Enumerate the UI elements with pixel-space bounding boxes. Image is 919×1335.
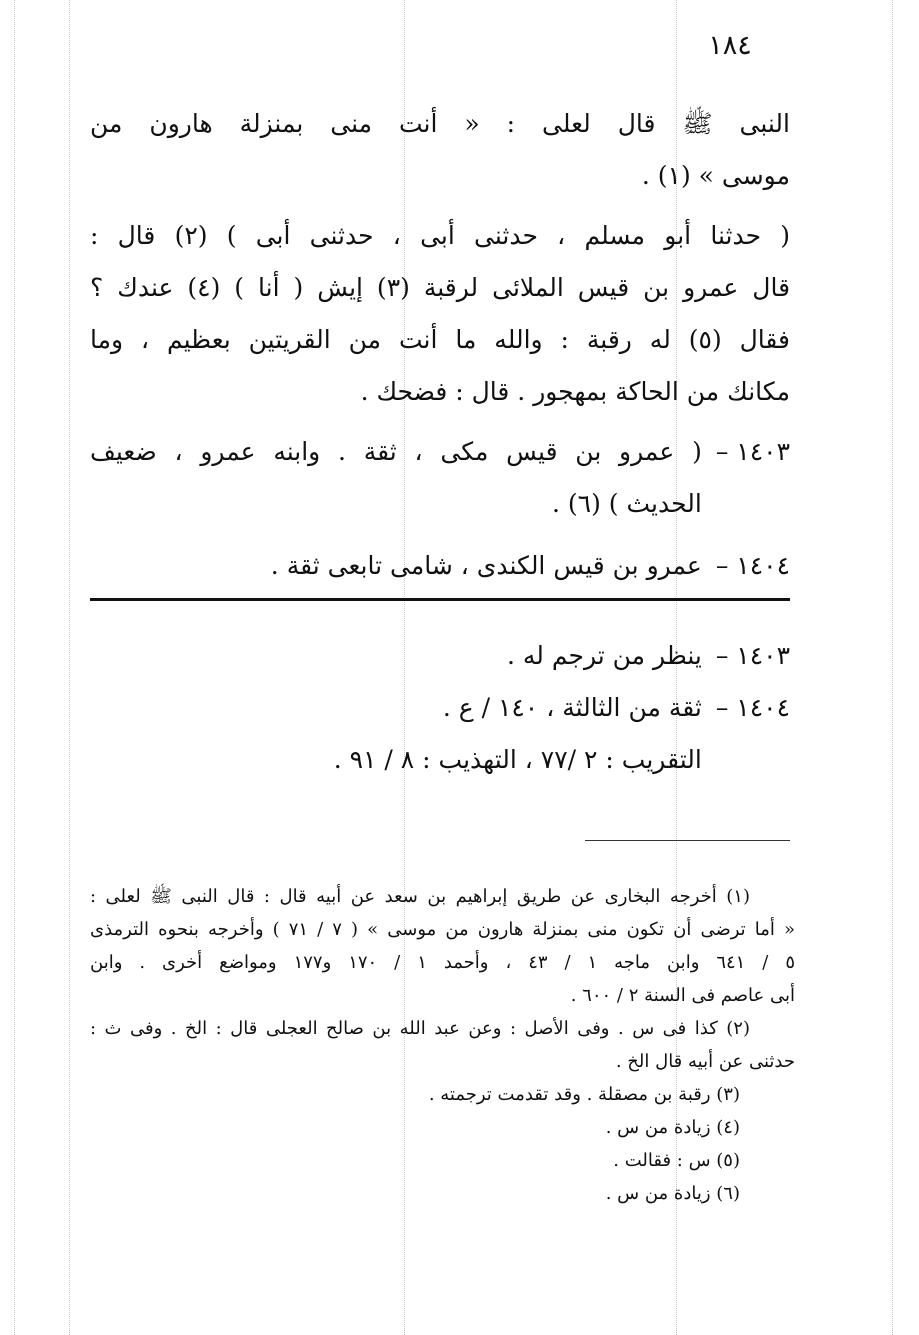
text-line: التقريب : ٢ /٧٧ ، التهذيب : ٨ / ٩١ . bbox=[333, 745, 702, 774]
text-line: قال عمرو بن قيس الملائى لرقبة (٣) إيش ( أنا ) (٤) عندك ؟ bbox=[90, 273, 791, 302]
footnote-3: (٣) رقبة بن مصقلة . وقد تقدمت ترجمته . bbox=[428, 1084, 740, 1105]
section-divider bbox=[90, 598, 790, 601]
entry-1403 bbox=[90, 426, 790, 530]
footnote-6: (٦) زيادة من س . bbox=[605, 1183, 740, 1204]
footnote-line: (٢) كذا فى س . وفى الأصل : وعن عبد الله بن صالح العجلى قال : الخ . وفى ث : bbox=[90, 1018, 750, 1039]
text-line: ثقة من الثالثة ، ١٤٠ / ع . bbox=[442, 693, 702, 722]
footnotes bbox=[90, 880, 795, 1210]
footnote-2 bbox=[90, 1012, 795, 1078]
text-line: فقال (٥) له رقبة : والله ما أنت من القريتين بعظيم ، وما bbox=[90, 325, 790, 354]
footnote-line: أبى عاصم فى السنة ٢ / ٦٠٠ . bbox=[570, 985, 795, 1006]
entry-1404 bbox=[90, 540, 790, 592]
page-number: ١٨٤ bbox=[708, 30, 752, 61]
scan-line bbox=[892, 0, 893, 1335]
editor-notes bbox=[90, 630, 790, 786]
footnote-rule bbox=[585, 840, 790, 841]
text-line: موسى » (١) . bbox=[641, 161, 790, 190]
hadith-ending-paragraph bbox=[90, 98, 790, 202]
scan-line bbox=[69, 0, 70, 1335]
entry-body bbox=[90, 426, 702, 530]
note-body bbox=[90, 682, 702, 786]
narration-paragraph bbox=[90, 210, 790, 418]
main-text bbox=[90, 98, 790, 592]
scan-line bbox=[14, 0, 15, 1335]
footnote-1 bbox=[90, 880, 795, 1012]
note-1404 bbox=[90, 682, 790, 786]
note-number: ١٤٠٤ – bbox=[715, 693, 790, 722]
entry-number: ١٤٠٣ – bbox=[715, 437, 790, 466]
footnote-4: (٤) زيادة من س . bbox=[605, 1117, 740, 1138]
note-1403 bbox=[90, 630, 790, 682]
text-line: ( حدثنا أبو مسلم ، حدثنى أبى ، حدثنى أبى ) (٢) قال : bbox=[90, 221, 790, 250]
footnote-line: ٥ / ٦٤١ وابن ماجه ١ / ٤٣ ، وأحمد ١ / ١٧٠ و١٧٧ ومواضع أخرى . وابن bbox=[90, 952, 795, 973]
text-line: الحديث ) (٦) . bbox=[552, 489, 702, 518]
text-line: عمرو بن قيس الكندى ، شامى تابعى ثقة . bbox=[270, 551, 702, 580]
text-line: ( عمرو بن قيس مكى ، ثقة . وابنه عمرو ، ضعيف bbox=[90, 437, 702, 466]
note-body bbox=[90, 630, 702, 682]
text-line: النبى ﷺ قال لعلى : « أنت منى بمنزلة هارون من bbox=[90, 109, 790, 138]
text-line: ينظر من ترجم له . bbox=[507, 641, 702, 670]
text-line: مكانك من الحاكة بمهجور . قال : فضحك . bbox=[360, 377, 790, 406]
entry-body bbox=[90, 540, 702, 592]
footnote-line: « أما ترضى أن تكون منى بمنزلة هارون من موسى » ( ٧ / ٧١ ) وأخرجه بنحوه الترمذى bbox=[90, 919, 795, 940]
footnote-5: (٥) س : فقالت . bbox=[613, 1150, 740, 1171]
note-number: ١٤٠٣ – bbox=[715, 641, 790, 670]
footnote-line: حدثنى عن أبيه قال الخ . bbox=[615, 1051, 795, 1072]
footnote-line: (١) أخرجه البخارى عن طريق إبراهيم بن سعد عن أبيه قال : قال النبى ﷺ لعلى : bbox=[90, 886, 750, 907]
entry-number: ١٤٠٤ – bbox=[715, 551, 790, 580]
